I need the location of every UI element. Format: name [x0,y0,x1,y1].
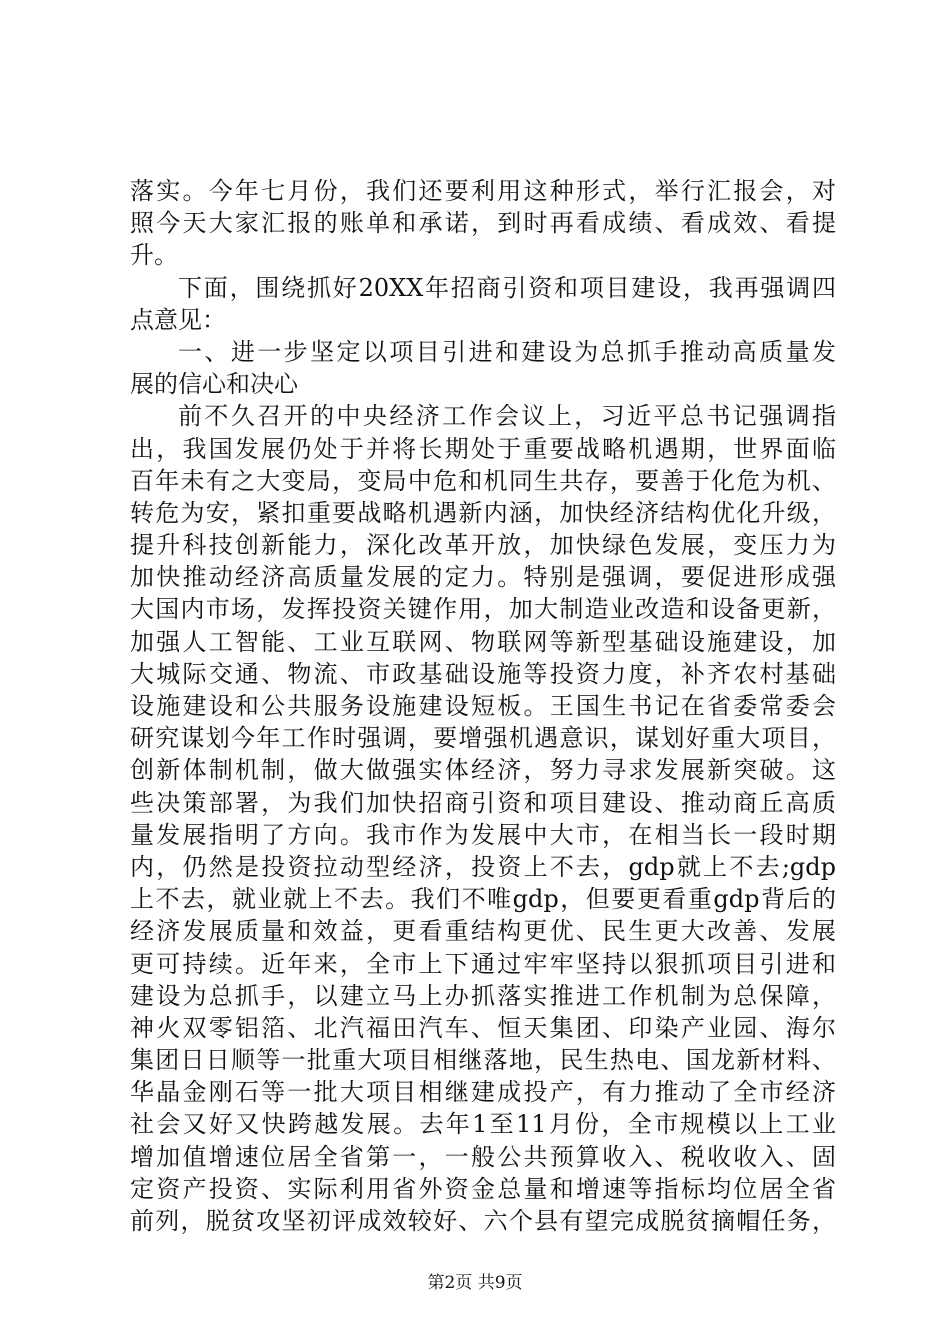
text-line: 些决策部署，为我们加快招商引资和项目建设、推动商丘高质 [130,788,836,817]
body-text [130,175,836,1237]
text-line: 定资产投资、实际利用省外资金总量和增速等指标均位居全省 [130,1174,836,1203]
text-line: 内，仍然是投资拉动型经济，投资上不去，gdp就上不去;gdp [130,852,836,881]
text-line: 加快推动经济高质量发展的定力。特别是强调，要促进形成强 [130,563,836,592]
text-line: 更可持续。近年来，全市上下通过牢牢坚持以狠抓项目引进和 [130,949,836,978]
text-line: 升。 [130,241,178,270]
text-line: 大城际交通、物流、市政基础设施等投资力度，补齐农村基础 [130,659,836,688]
text-line: 上不去，就业就上不去。我们不唯gdp，但要更看重gdp背后的 [130,885,836,914]
text-line: 一、进一步坚定以项目引进和建设为总抓手推动高质量发 [178,337,836,366]
text-line: 创新体制机制，做大做强实体经济，努力寻求发展新突破。这 [130,756,836,785]
text-line: 出，我国发展仍处于并将长期处于重要战略机遇期，世界面临 [130,434,836,463]
page-footer: 第2页 共9页 [427,1273,523,1293]
text-line: 落实。今年七月份，我们还要利用这种形式，举行汇报会，对 [130,177,836,205]
text-line: 建设为总抓手，以建立马上办抓落实推进工作机制为总保障， [130,981,836,1010]
text-line: 下面，围绕抓好20XX年招商引资和项目建设，我再强调四 [178,273,836,302]
text-line: 转危为安，紧扣重要战略机遇新内涵，加快经济结构优化升级， [130,498,836,527]
text-line: 百年未有之大变局，变局中危和机同生共存，要善于化危为机、 [130,466,836,495]
text-line: 神火双零铝箔、北汽福田汽车、恒天集团、印染产业园、海尔 [130,1013,836,1042]
text-line: 研究谋划今年工作时强调，要增强机遇意识，谋划好重大项目， [130,724,836,753]
text-line: 提升科技创新能力，深化改革开放，加快绿色发展，变压力为 [130,531,836,560]
text-line: 点意见： [130,305,226,334]
text-line: 经济发展质量和效益，更看重结构更优、民生更大改善、发展 [130,917,836,946]
text-line: 大国内市场，发挥投资关键作用，加大制造业改造和设备更新， [130,595,836,624]
text-line: 设施建设和公共服务设施建设短板。王国生书记在省委常委会 [130,692,836,720]
text-line: 增加值增速位居全省第一，一般公共预算收入、税收收入、固 [130,1142,836,1171]
text-line: 加强人工智能、工业互联网、物联网等新型基础设施建设，加 [130,627,836,656]
text-line: 华晶金刚石等一批大项目相继建成投产，有力推动了全市经济 [130,1078,836,1107]
text-line: 量发展指明了方向。我市作为发展中大市，在相当长一段时期 [130,820,836,849]
text-line: 前列，脱贫攻坚初评成效较好、六个县有望完成脱贫摘帽任务， [130,1207,836,1235]
text-line: 集团日日顺等一批重大项目相继落地，民生热电、国龙新材料、 [130,1046,836,1075]
text-line: 社会又好又快跨越发展。去年1至11月份，全市规模以上工业 [130,1110,836,1139]
text-line: 照今天大家汇报的账单和承诺，到时再看成绩、看成效、看提 [130,209,836,238]
text-line: 前不久召开的中央经济工作会议上，习近平总书记强调指 [178,402,836,431]
text-line: 展的信心和决心 [130,370,298,399]
